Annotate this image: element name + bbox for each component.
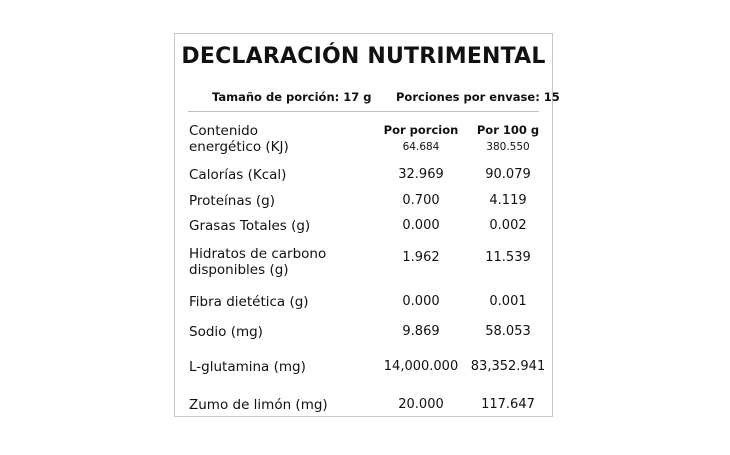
carbohydrates-per-100g: 11.539 (485, 250, 531, 265)
row-label-energy-line2: energético (KJ) (189, 139, 289, 155)
energy-per-100g: 380.550 (486, 141, 530, 153)
row-label-l-glutamine: L-glutamina (mg) (189, 359, 306, 375)
calories-per-100g: 90.079 (485, 167, 531, 182)
total-fat-per-100g: 0.002 (489, 218, 527, 233)
dietary-fiber-per-100g: 0.001 (489, 294, 527, 309)
nutrition-facts-panel (174, 33, 560, 417)
lemon-juice-per-100g: 117.647 (481, 397, 535, 412)
row-label-energy-line1: Contenido (189, 123, 258, 139)
sodium-per-100g: 58.053 (485, 324, 531, 339)
carbohydrates-per-serving: 1.962 (402, 250, 440, 265)
calories-per-serving: 32.969 (398, 167, 444, 182)
row-label-calories: Calorías (Kcal) (189, 167, 287, 183)
nutrition-title: DECLARACIÓN NUTRIMENTAL (181, 44, 546, 69)
row-label-total-fat: Grasas Totales (g) (189, 218, 311, 234)
energy-per-serving: 64.684 (402, 141, 440, 153)
total-fat-per-serving: 0.000 (402, 218, 440, 233)
l-glutamine-per-100g: 83,352.941 (470, 359, 546, 374)
row-label-lemon-juice: Zumo de limón (mg) (189, 397, 328, 413)
header-divider (188, 111, 539, 112)
row-label-carbohydrates (189, 246, 326, 278)
row-label-dietary-fiber: Fibra dietética (g) (189, 294, 309, 310)
lemon-juice-per-serving: 20.000 (398, 397, 444, 412)
row-label-carbohydrates-line2: disponibles (g) (189, 262, 289, 278)
row-label-protein: Proteínas (g) (189, 193, 276, 209)
dietary-fiber-per-serving: 0.000 (402, 294, 440, 309)
column-header-per-100g: Por 100 g (476, 123, 540, 137)
sodium-per-serving: 9.869 (402, 324, 440, 339)
protein-per-100g: 4.119 (489, 193, 527, 208)
l-glutamine-per-serving: 14,000.000 (383, 359, 459, 374)
servings-per-container: Porciones por envase: 15 (396, 90, 560, 104)
serving-size: Tamaño de porción: 17 g (212, 90, 372, 104)
row-label-sodium: Sodio (mg) (189, 324, 263, 340)
protein-per-serving: 0.700 (402, 193, 440, 208)
row-label-energy (189, 123, 289, 155)
column-header-per-serving: Por porcion (383, 123, 459, 137)
row-label-carbohydrates-line1: Hidratos de carbono (189, 246, 327, 262)
